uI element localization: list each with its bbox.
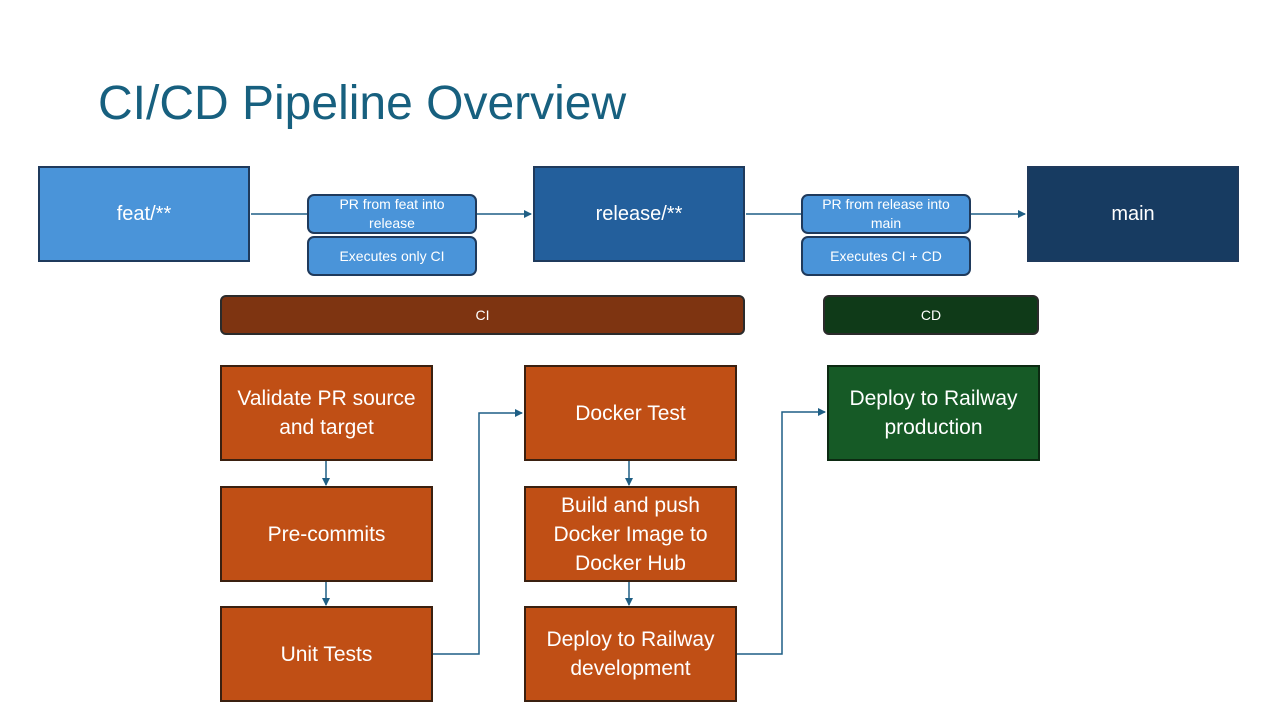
connector-unittests-to-dockertest xyxy=(433,413,522,654)
pr-feat-into-release-label: PR from feat into release xyxy=(307,194,477,234)
step-build-push-docker-image: Build and push Docker Image to Docker Hub xyxy=(524,486,737,582)
pr-release-into-main-label: PR from release into main xyxy=(801,194,971,234)
pr-release-into-main-execution: Executes CI + CD xyxy=(801,236,971,276)
branch-feat: feat/** xyxy=(38,166,250,262)
step-pre-commits: Pre-commits xyxy=(220,486,433,582)
ci-stage-band: CI xyxy=(220,295,745,335)
cd-stage-band: CD xyxy=(823,295,1039,335)
step-validate-pr: Validate PR source and target xyxy=(220,365,433,461)
branch-main: main xyxy=(1027,166,1239,262)
branch-release: release/** xyxy=(533,166,745,262)
step-unit-tests: Unit Tests xyxy=(220,606,433,702)
slide-title: CI/CD Pipeline Overview xyxy=(98,77,627,130)
step-docker-test: Docker Test xyxy=(524,365,737,461)
step-deploy-railway-production: Deploy to Railway production xyxy=(827,365,1040,461)
connector-deploydev-to-deployprod xyxy=(737,412,825,654)
step-deploy-railway-development: Deploy to Railway development xyxy=(524,606,737,702)
pr-feat-into-release-execution: Executes only CI xyxy=(307,236,477,276)
